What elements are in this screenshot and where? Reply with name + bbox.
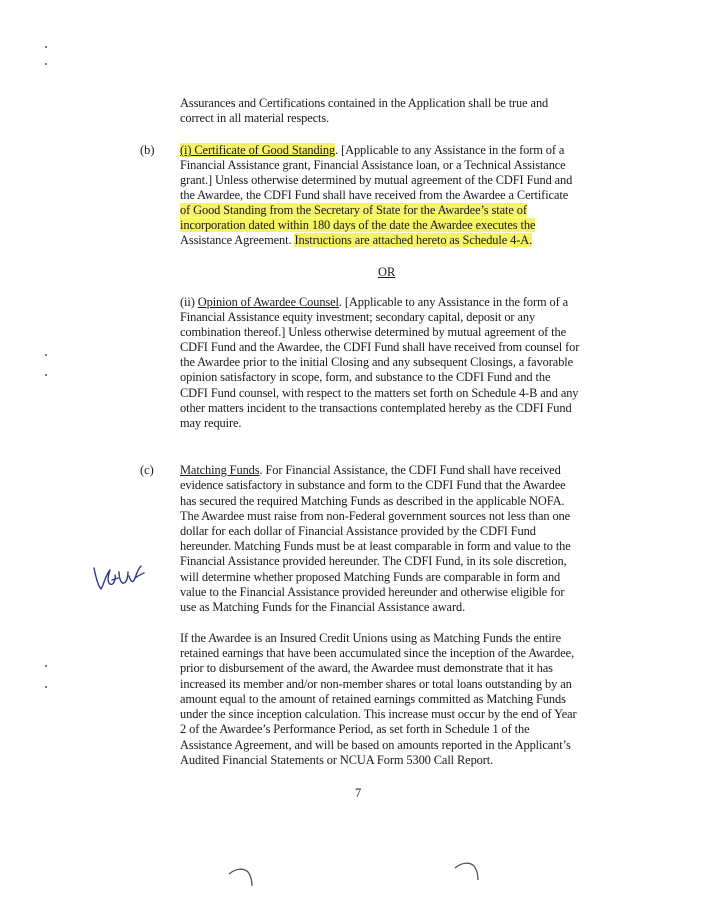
scan-speck (45, 374, 47, 376)
scan-speck (45, 63, 47, 65)
text-line: has secured the required Matching Funds as described in the applicable NOFA. (180, 494, 565, 508)
text-line: use as Matching Funds for the Financial Assistance award. (180, 600, 466, 614)
scan-speck (45, 354, 47, 356)
or-separator: OR (378, 265, 396, 279)
text-line: combination thereof.] Unless otherwise determined by mutual agreement of the (180, 325, 567, 339)
heading-matching-funds: Matching Funds (180, 463, 260, 477)
text-line: (i) Certificate of Good Standing. [Applicable to any Assistance in the form of a (180, 143, 565, 157)
text-line: Financial Assistance provided hereunder. The CDFI Fund, in its sole discretion, (180, 554, 567, 568)
text-line: evidence satisfactory in substance and form to the CDFI Fund that the Awardee (180, 478, 566, 492)
scan-speck (45, 686, 47, 688)
text-line: Financial Assistance equity investment; secondary capital, deposit or any (180, 310, 536, 324)
section-marker-c: (c) (140, 463, 154, 477)
section-marker-b: (b) (140, 143, 155, 157)
text-line: may require. (180, 416, 242, 430)
scan-curl-mark (452, 858, 482, 884)
text-line: CDFI Fund and the Awardee, the CDFI Fund shall have received from counsel for (180, 340, 580, 354)
scan-speck (45, 46, 47, 48)
text-line: Audited Financial Statements or NCUA Form 5300 Call Report. (180, 753, 494, 767)
scan-speck (45, 665, 47, 667)
heading-certificate-good-standing: (i) Certificate of Good Standing (180, 143, 336, 157)
text-line: Financial Assistance grant, Financial Assistance loan, or a Technical Assistance (180, 158, 566, 172)
text-line: retained earnings that have been accumulated since the inception of the Awardee, (180, 646, 575, 660)
text-line: will determine whether proposed Matching Funds are comparable in form and (180, 570, 561, 584)
heading-opinion-awardee-counsel: Opinion of Awardee Counsel (197, 295, 339, 309)
text-line: (ii) Opinion of Awardee Counsel. [Applicable to any Assistance in the form of a (180, 295, 569, 309)
text-line: the Awardee prior to the initial Closing and any subsequent Closings, a favorable (180, 355, 574, 369)
page-number: 7 (355, 786, 362, 800)
text-line: opinion satisfactory in scope, form, and substance to the CDFI Fund and the (180, 370, 551, 384)
handwritten-initials (88, 556, 148, 596)
text-line: grant.] Unless otherwise determined by mutual agreement of the CDFI Fund and (180, 173, 573, 187)
text-line: Assistance Agreement. Instructions are attached hereto as Schedule 4-A. (180, 233, 533, 247)
text-line: dollar for each dollar of Financial Assistance provided by the CDFI Fund (180, 524, 536, 538)
text-line: value to the Financial Assistance provided hereunder and otherwise eligible for (180, 585, 565, 599)
text-line: CDFI Fund counsel, with respect to the matters set forth on Schedule 4-B and any (180, 386, 579, 400)
text-line: hereunder. Matching Funds must be at least comparable in form and value to the (180, 539, 571, 553)
text-line: The Awardee must raise from non-Federal government sources not less than one (180, 509, 571, 523)
text-line: If the Awardee is an Insured Credit Unions using as Matching Funds the entire (180, 631, 562, 645)
text-line: under the since inception calculation. This increase must occur by the end of Year (180, 707, 577, 721)
highlighted-instructions: Instructions are attached hereto as Schedule 4-A. (294, 233, 533, 247)
text-line: Assurances and Certifications contained in the Application shall be true and (180, 96, 549, 110)
scan-curl-mark (226, 862, 256, 888)
highlighted-line: of Good Standing from the Secretary of State for the Awardee’s state of (180, 203, 527, 217)
text-line: prior to disbursement of the award, the Awardee must demonstrate that it has (180, 661, 553, 675)
text-line: the Awardee, the CDFI Fund shall have received from the Awardee a Certificate (180, 188, 569, 202)
text-line: 2 of the Awardee’s Performance Period, as set forth in Schedule 1 of the (180, 722, 530, 736)
text-line: increased its member and/or non-member shares or total loans outstanding by an (180, 677, 572, 691)
text-line: correct in all material respects. (180, 111, 330, 125)
text-line: amount equal to the amount of retained earnings committed as Matching Funds (180, 692, 566, 706)
text-line: other matters incident to the transactions contemplated hereby as the CDFI Fund (180, 401, 572, 415)
highlighted-line: incorporation dated within 180 days of the date the Awardee executes the (180, 218, 536, 232)
text-line: Matching Funds. For Financial Assistance, the CDFI Fund shall have received (180, 463, 561, 477)
text-line: Assistance Agreement, and will be based on amounts reported in the Applicant’s (180, 738, 571, 752)
